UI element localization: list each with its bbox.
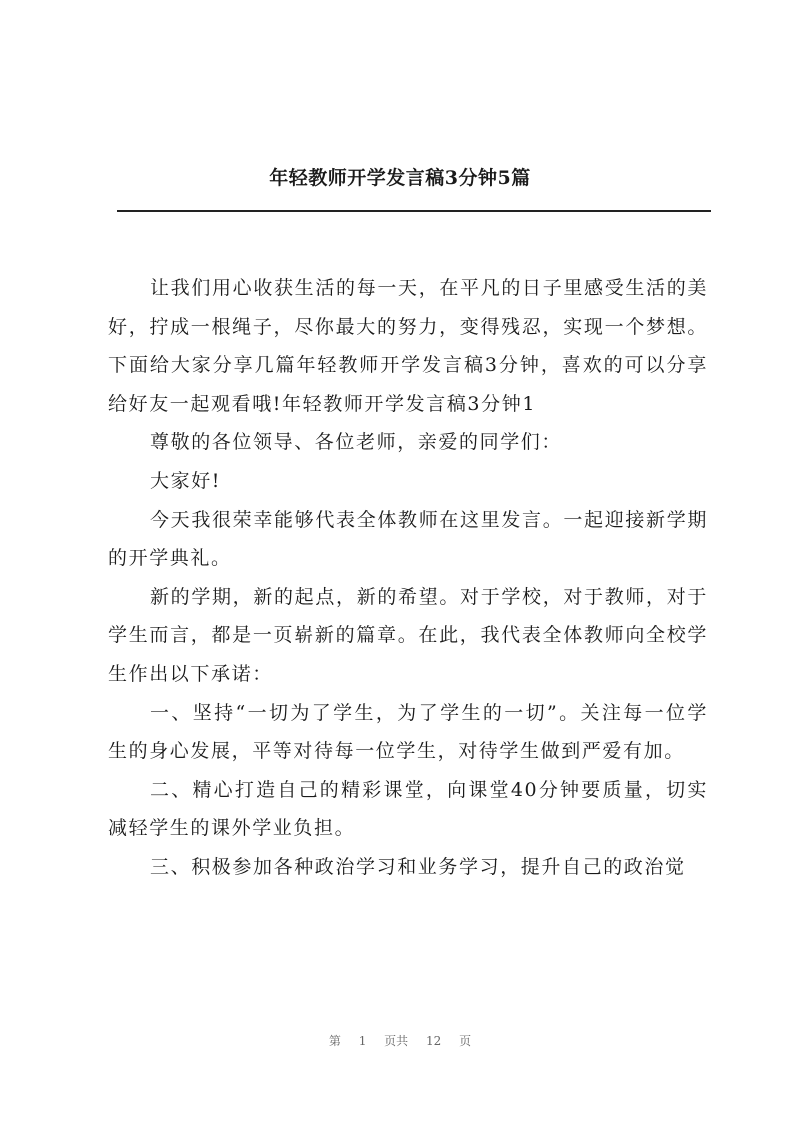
paragraph-pledge-1: 一、坚持“一切为了学生，为了学生的一切”。关注每一位学生的身心发展，平等对待每一位学生，对待学生做到严爱有加。 — [108, 701, 708, 763]
document-title: 年轻教师开学发言稿3分钟5篇 — [269, 167, 531, 189]
page-footer — [0, 1032, 800, 1049]
footer-current-page: 1 — [358, 1034, 367, 1048]
footer-prefix: 第 — [328, 1034, 341, 1048]
paragraph-new-term: 新的学期，新的起点，新的希望。对于学校，对于教师，对于学生而言，都是一页崭新的篇章。在此，我代表全体教师向全校学生作出以下承诺： — [108, 585, 708, 685]
footer-total-pages: 12 — [426, 1034, 442, 1048]
paragraph-intro: 让我们用心收获生活的每一天，在平凡的日子里感受生活的美好，拧成一根绳子，尽你最大的努力，变得残忍，实现一个梦想。下面给大家分享几篇年轻教师开学发言稿3分钟，喜欢的可以分享给好友一起观看哦!年轻教师开学发言稿3分钟1 — [108, 277, 708, 415]
footer-suffix: 页 — [459, 1034, 472, 1048]
paragraph-greeting: 大家好! — [150, 469, 222, 492]
document-body — [108, 269, 708, 887]
paragraph-salutation: 尊敬的各位领导、各位老师，亲爱的同学们： — [150, 431, 563, 454]
footer-middle: 页共 — [384, 1034, 409, 1048]
title-divider — [117, 210, 711, 212]
paragraph-pledge-2: 二、精心打造自己的精彩课堂，向课堂40分钟要质量，切实减轻学生的课外学业负担。 — [108, 778, 708, 840]
paragraph-pledge-3: 三、积极参加各种政治学习和业务学习，提升自己的政治觉 — [150, 855, 686, 878]
paragraph-honor: 今天我很荣幸能够代表全体教师在这里发言。一起迎接新学期的开学典礼。 — [108, 508, 708, 570]
